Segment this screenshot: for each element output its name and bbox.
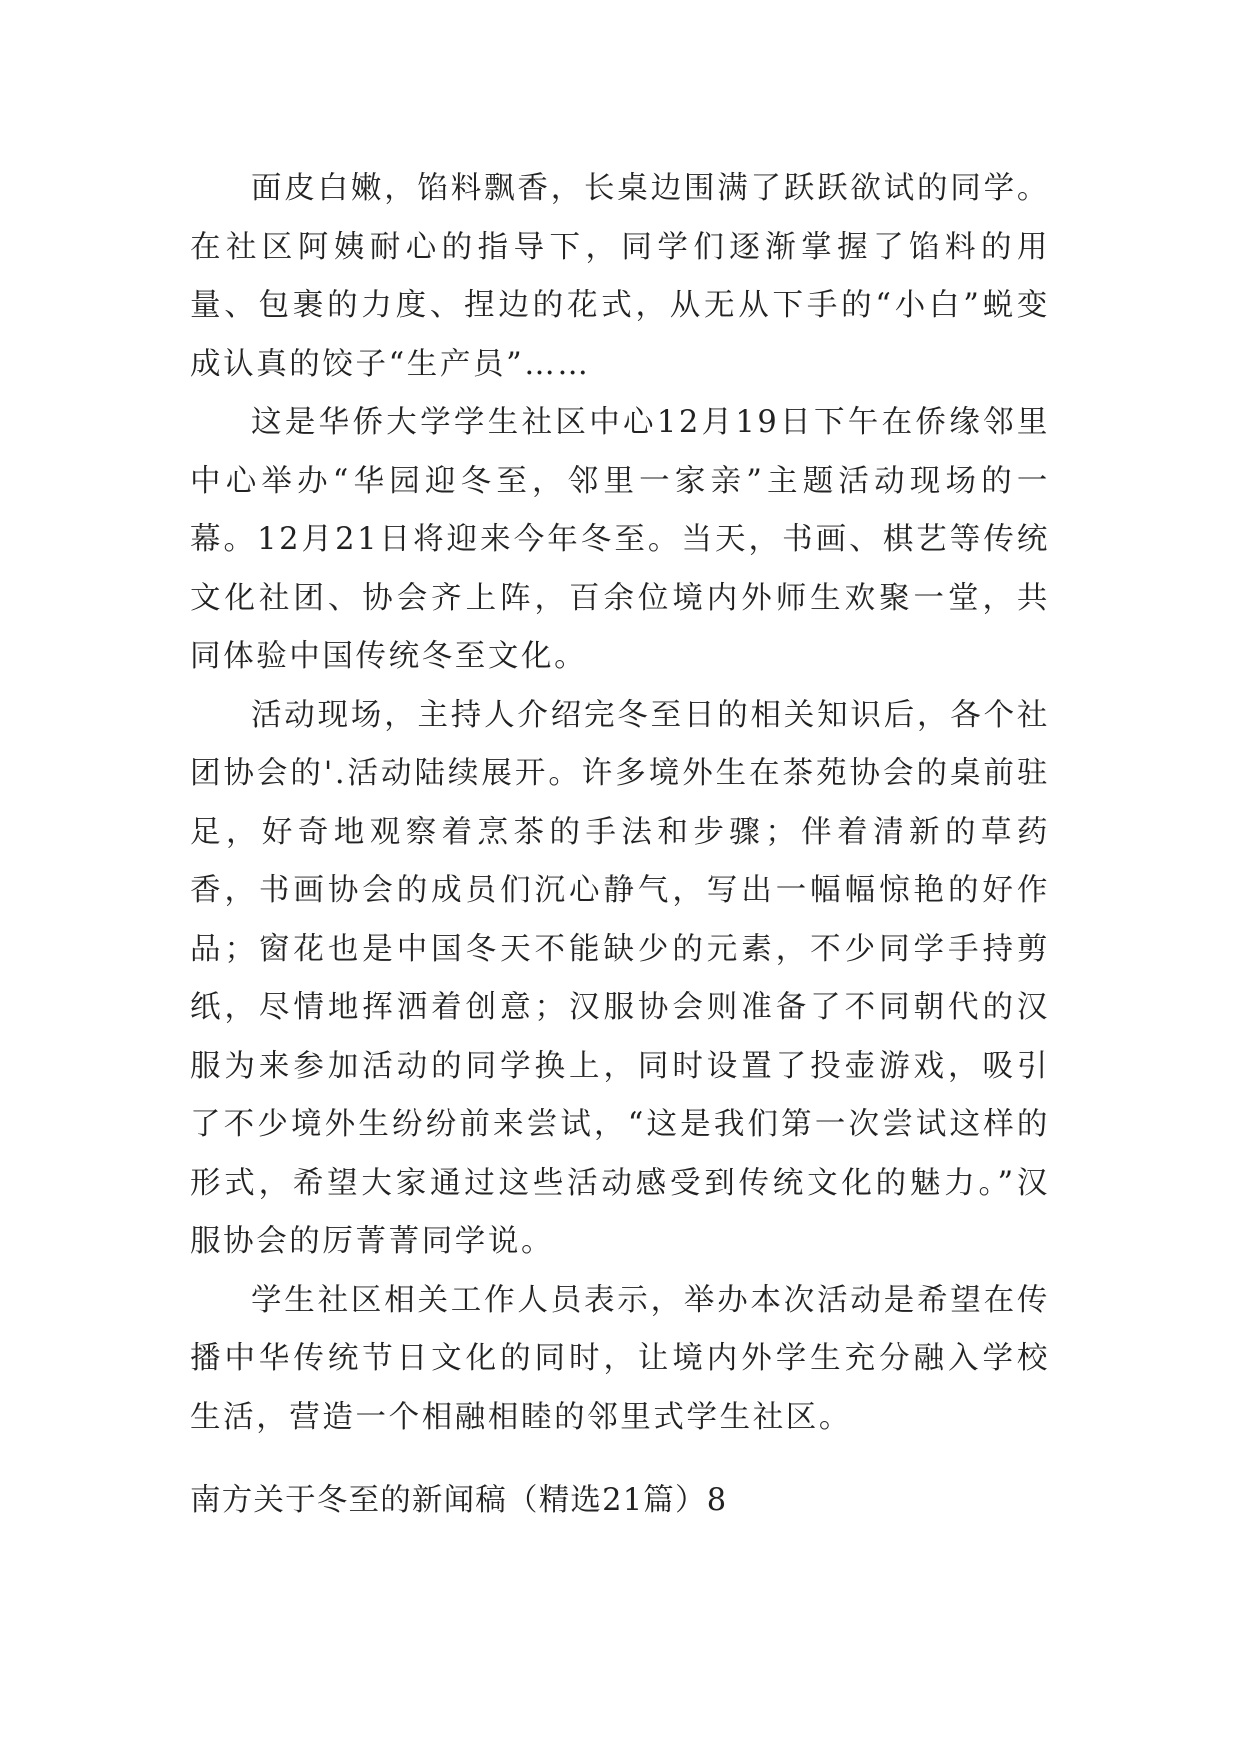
paragraph-dumplings: 面皮白嫩，馅料飘香，长桌边围满了跃跃欲试的同学。在社区阿姨耐心的指导下，同学们逐渐掌握了馅料的用量、包裹的力度、捏边的花式，从无从下手的“小白”蜕变成认真的饺子“生产员”…… (190, 171, 1050, 382)
article-body (190, 160, 1050, 1447)
section-heading: 南方关于冬至的新闻稿（精选21篇）8 (190, 1483, 728, 1518)
paragraph-activities: 活动现场，主持人介绍完冬至日的相关知识后，各个社团协会的'.活动陆续展开。许多境外生在茶苑协会的桌前驻足，好奇地观察着烹茶的手法和步骤；伴着清新的草药香，书画协会的成员们沉心静气，写出一幅幅惊艳的好作品；窗花也是中国冬天不能缺少的元素，不少同学手持剪纸，尽情地挥洒着创意；汉服协会则准备了不同朝代的汉服为来参加活动的同学换上，同时设置了投壶游戏，吸引了不少境外生纷纷前来尝试，“这是我们第一次尝试这样的形式，希望大家通过这些活动感受到传统文化的魅力。”汉服协会的厉菁菁同学说。 (190, 697, 1050, 1259)
paragraph-staff-statement: 学生社区相关工作人员表示，举办本次活动是希望在传播中华传统节日文化的同时，让境内外学生充分融入学校生活，营造一个相融相睦的邻里式学生社区。 (190, 1282, 1050, 1435)
paragraph-event-intro: 这是华侨大学学生社区中心12月19日下午在侨缘邻里中心举办“华园迎冬至，邻里一家亲”主题活动现场的一幕。12月21日将迎来今年冬至。当天，书画、棋艺等传统文化社团、协会齐上阵，百余位境内外师生欢聚一堂，共同体验中国传统冬至文化。 (190, 405, 1050, 674)
